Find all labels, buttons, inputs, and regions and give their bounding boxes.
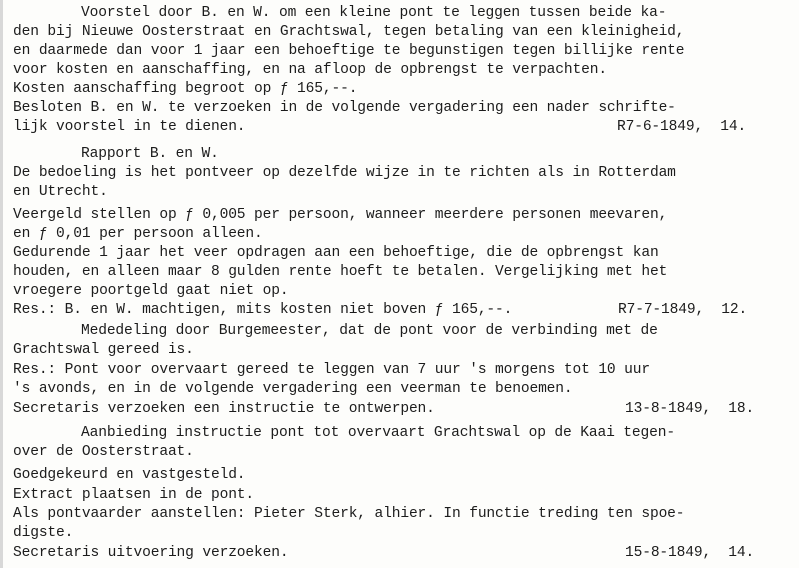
text-line: over de Oosterstraat. (13, 444, 194, 460)
text-line: en Utrecht. (13, 184, 108, 200)
text-line: voor kosten en aanschaffing, en na afloop de opbrengst te verpachten. (13, 62, 607, 78)
text-line: Besloten B. en W. te verzoeken in de volgende vergadering een nader schrifte- (13, 100, 676, 116)
text-line: Als pontvaarder aanstellen: Pieter Sterk, alhier. In functie treding ten spoe- (13, 506, 685, 522)
text-line: Kosten aanschaffing begroot op ƒ 165,--. (13, 81, 358, 97)
meeting-reference: 15-8-1849, 14. (625, 545, 755, 561)
text-line: Gedurende 1 jaar het veer opdragen aan een behoeftige, die de opbrengst kan (13, 245, 659, 261)
text-line: Extract plaatsen in de pont. (13, 487, 255, 503)
text-line: houden, en alleen maar 8 gulden rente hoeft te betalen. Vergelijking met het (13, 264, 668, 280)
text-line: Res.: Pont voor overvaart gereed te leggen van 7 uur 's morgens tot 10 uur (13, 362, 650, 378)
text-line: Veergeld stellen op ƒ 0,005 per persoon, wanneer meerdere personen meevaren, (13, 207, 668, 223)
text-line: Goedgekeurd en vastgesteld. (13, 467, 246, 483)
meeting-reference: R7-6-1849, 14. (617, 119, 747, 135)
text-line: Secretaris verzoeken een instructie te ontwerpen. (13, 401, 435, 417)
text-line: lijk voorstel in te dienen. (13, 119, 246, 135)
meeting-reference: R7-7-1849, 12. (618, 302, 748, 318)
text-line: Res.: B. en W. machtigen, mits kosten niet boven ƒ 165,--. (13, 302, 513, 318)
text-line: Voorstel door B. en W. om een kleine pont te leggen tussen beide ka- (81, 5, 667, 21)
text-line: Mededeling door Burgemeester, dat de pont voor de verbinding met de (81, 323, 658, 339)
text-line: en ƒ 0,01 per persoon alleen. (13, 226, 263, 242)
text-line: Rapport B. en W. (81, 146, 219, 162)
text-line: en daarmede dan voor 1 jaar een behoeftige te begunstigen tegen billijke rente (13, 43, 685, 59)
text-line: Secretaris uitvoering verzoeken. (13, 545, 289, 561)
text-line: Aanbieding instructie pont tot overvaart Grachtswal op de Kaai tegen- (81, 425, 675, 441)
meeting-reference: 13-8-1849, 18. (625, 401, 755, 417)
text-line: 's avonds, en in de volgende vergadering een veerman te benoemen. (13, 381, 573, 397)
text-line: Grachtswal gereed is. (13, 342, 194, 358)
text-line: digste. (13, 525, 74, 541)
text-line: vroegere poortgeld gaat niet op. (13, 283, 289, 299)
text-line: De bedoeling is het pontveer op dezelfde wijze in te richten als in Rotterdam (13, 165, 676, 181)
text-line: den bij Nieuwe Oosterstraat en Grachtswal, tegen betaling van een kleinigheid, (13, 24, 685, 40)
